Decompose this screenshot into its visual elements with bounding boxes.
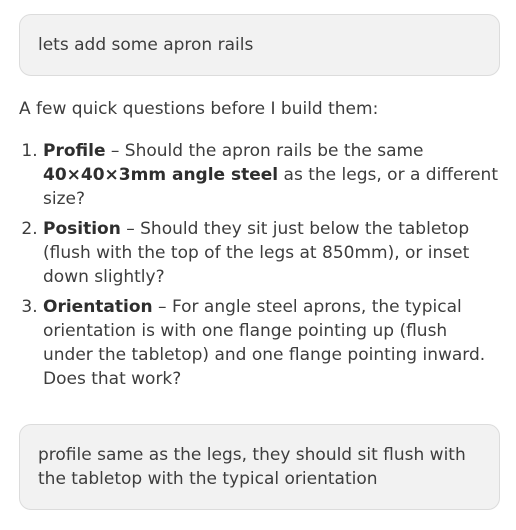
user-message-bubble — [19, 14, 500, 76]
question-title: Profile — [43, 141, 106, 161]
question-item-position — [43, 217, 499, 289]
assistant-intro: A few quick questions before I build them: — [19, 99, 379, 119]
user-message-text: profile same as the legs, they should sit flush with the tabletop with the typical orientation — [38, 445, 466, 489]
question-text: – For angle steel aprons, the typical orientation is with one flange pointing up (flush under the tabletop) and one flange pointing inward. Does that work? — [43, 297, 486, 389]
question-title: Orientation — [43, 297, 153, 317]
question-bold-text: 40×40×3mm angle steel — [43, 165, 279, 185]
user-message-text: lets add some apron rails — [38, 35, 254, 55]
question-list — [19, 139, 499, 391]
question-text: as the legs, or a different size? — [43, 165, 498, 209]
question-text: – Should they sit just below the tabletop (flush with the top of the legs at 850mm), or inset down slightly? — [43, 219, 470, 287]
question-item-orientation — [43, 295, 499, 391]
assistant-message — [19, 97, 499, 397]
question-text: – Should the apron rails be the same — [105, 141, 424, 161]
question-title: Position — [43, 219, 121, 239]
question-item-profile — [43, 139, 499, 211]
user-message-bubble — [19, 424, 500, 510]
